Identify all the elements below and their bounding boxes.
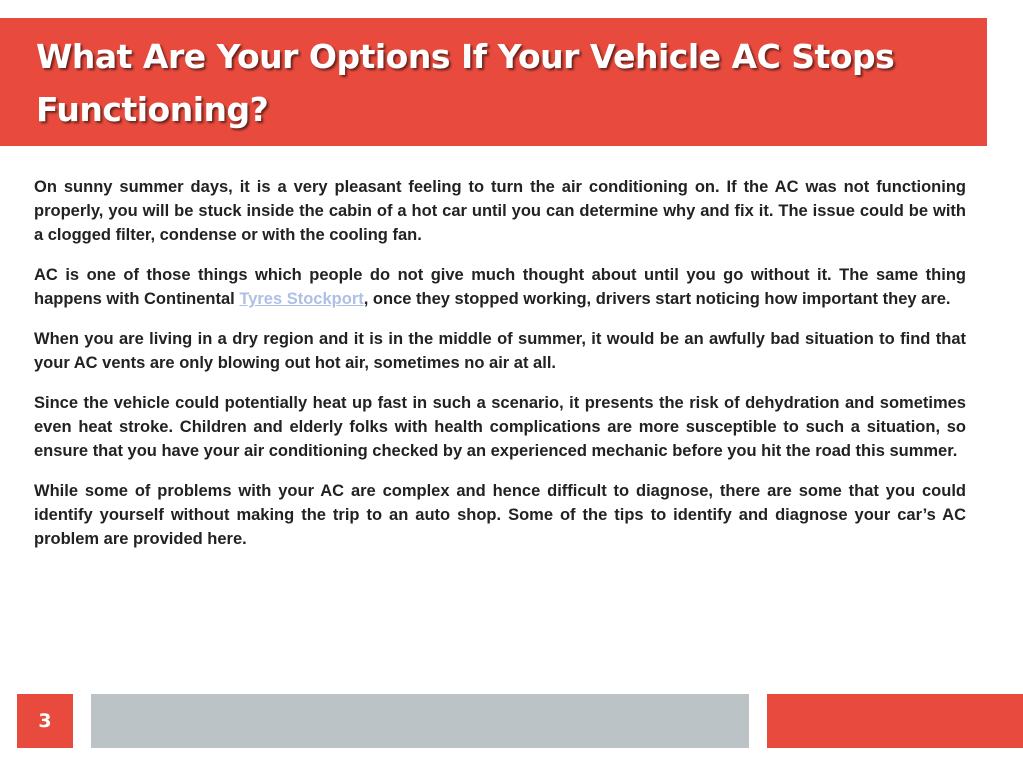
footer-gray-bar [91, 694, 749, 748]
paragraph-1: On sunny summer days, it is a very pleasant feeling to turn the air conditioning on. If the AC was not functioning properly, you will be stuck inside the cabin of a hot car until you can determine why and fix it. The issue could be with a clogged filter, condense or with the cooling fan. [34, 178, 966, 244]
slide-body [34, 175, 966, 567]
tyres-stockport-link[interactable]: Tyres Stockport [239, 290, 364, 308]
paragraph-2 [34, 263, 966, 311]
footer-red-bar [767, 694, 1023, 748]
paragraph-3: When you are living in a dry region and it is in the middle of summer, it would be an awfully bad situation to find that your AC vents are only blowing out hot air, sometimes no air at all. [34, 330, 966, 372]
page-number: 3 [38, 710, 52, 732]
paragraph-5: While some of problems with your AC are complex and hence difficult to diagnose, there are some that you could identify yourself without making the trip to an auto shop. Some of the tips to identify and diagnose your car’s AC problem are provided here. [34, 482, 966, 548]
paragraph-2-after-link: , once they stopped working, drivers start noticing how important they are. [363, 290, 951, 308]
paragraph-2-before-link: AC is one of those things which people do not give much thought about until you go without it. The same thing happens with Continental [34, 266, 966, 308]
slide-title: What Are Your Options If Your Vehicle AC Stops Functioning? [36, 37, 895, 129]
page-number-box [17, 694, 73, 748]
paragraph-4: Since the vehicle could potentially heat up fast in such a scenario, it presents the risk of dehydration and sometimes even heat stroke. Children and elderly folks with health complications are more susceptible to such a situation, so ensure that you have your air conditioning checked by an experienced mechanic before you hit the road this summer. [34, 394, 966, 460]
